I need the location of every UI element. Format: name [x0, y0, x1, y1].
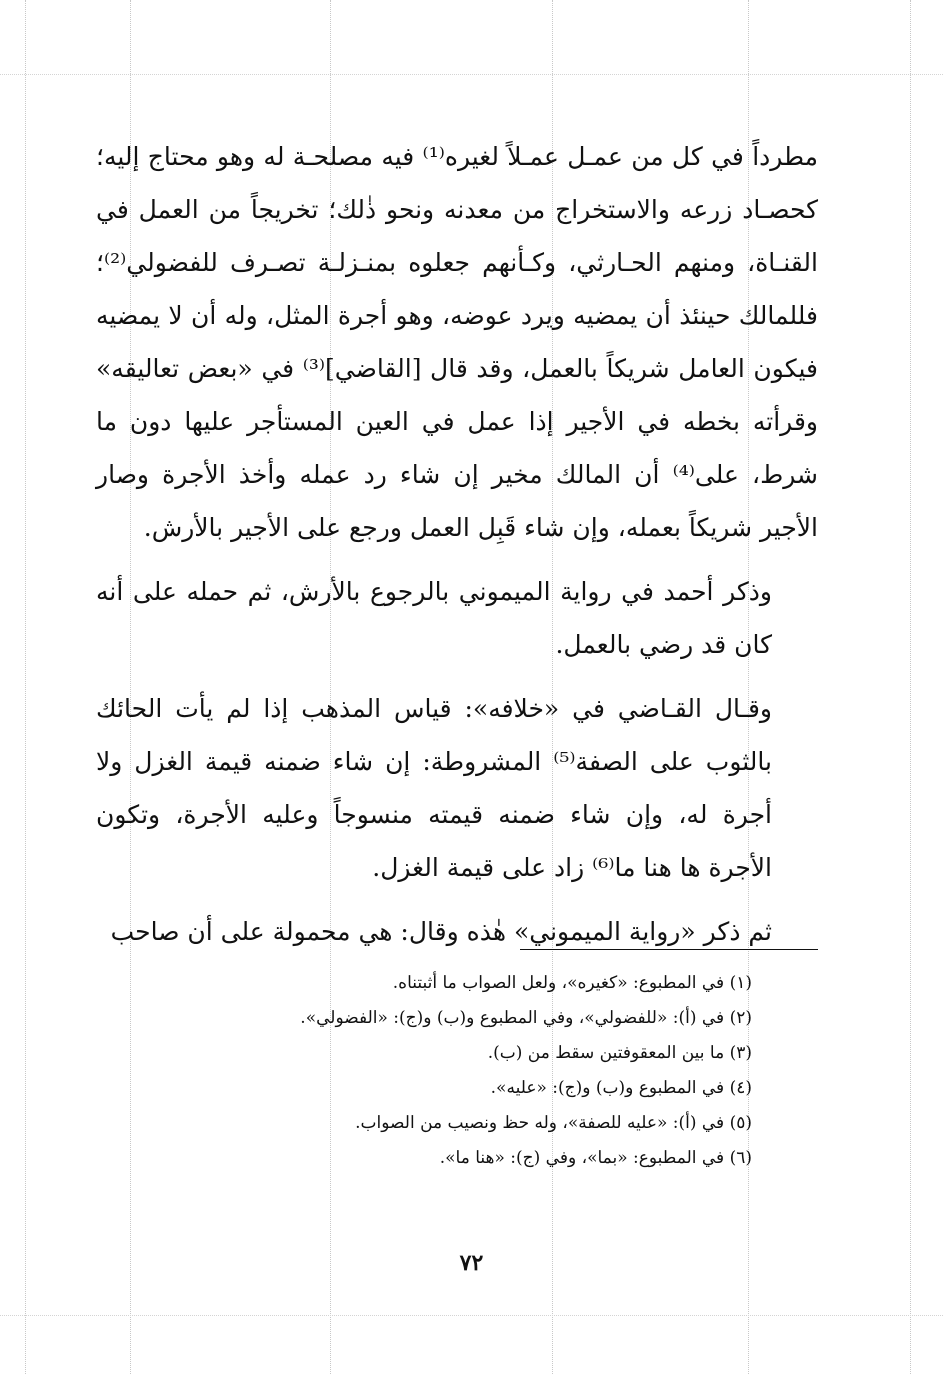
scan-guide-line	[0, 74, 943, 75]
scan-guide-line	[910, 0, 911, 1374]
footnotes	[100, 966, 752, 1176]
main-text	[96, 130, 818, 958]
paragraph-1: مطرداً في كل من عمـل عمـلاً لغيره⁽¹⁾ فيه مصلحـة له وهو محتاج إليه؛ كحصـاد زرعه والاستخراج من معدنه ونحو ذٰلك؛ تخريجاً من العمل في القنـاة، ومنهم الحـارثي، وكـأنهم جعلوه بمنـزلـة تصـرف للفضولي⁽²⁾؛ فللمالك حينئذ أن يمضيه ويرد عوضه، وهو أجرة المثل، وله أن لا يمضيه فيكون العامل شريكاً بالعمل، وقد قال [القاضي]⁽³⁾ في «بعض تعاليقه» وقرأته بخطه في الأجير إذا عمل في العين المستأجر عليها دون ما شرط، على⁽⁴⁾ أن المالك مخير إن شاء رد عمله وأخذ الأجرة وصار الأجير شريكاً بعمله، وإن شاء قَبِل العمل ورجع على الأجير بالأرش.	[96, 142, 818, 542]
footnote-1: (١) في المطبوع: «كغيره»، ولعل الصواب ما أثبتناه.	[392, 973, 752, 993]
footnote-6: (٦) في المطبوع: «بما»، وفي (ج): «هنا ما».	[439, 1148, 752, 1168]
paragraph-2: وذكر أحمد في رواية الميموني بالرجوع بالأرش، ثم حمله على أنه كان قد رضي بالعمل.	[96, 577, 772, 659]
footnote-4: (٤) في المطبوع و(ب) و(ج): «عليه».	[490, 1078, 752, 1098]
footnote-2: (٢) في (أ): «للفضولي»، وفي المطبوع و(ب) و(ج): «الفضولي».	[300, 1008, 752, 1028]
page-number: ٧٢	[459, 1250, 484, 1276]
scan-guide-line	[25, 0, 26, 1374]
footnote-5: (٥) في (أ): «عليه للصفة»، وله حظ ونصيب من الصواب.	[355, 1113, 752, 1133]
paragraph-3: وقـال القـاضي في «خلافه»: قياس المذهب إذا لم يأت الحائك بالثوب على الصفة⁽⁵⁾ المشروطة: إن شاء ضمنه قيمة الغزل ولا أجرة له، وإن شاء ضمنه قيمته منسوجاً وعليه الأجرة، وتكون الأجرة ها هنا ما⁽⁶⁾ زاد على قيمة الغزل.	[96, 694, 772, 882]
paragraph-4: ثم ذكر «رواية الميموني» هٰذه وقال: هي محمولة على أن صاحب	[110, 917, 772, 946]
scan-guide-line	[0, 1315, 943, 1316]
footnote-separator	[520, 949, 818, 950]
footnote-3: (٣) ما بين المعقوفتين سقط من (ب).	[487, 1043, 752, 1063]
